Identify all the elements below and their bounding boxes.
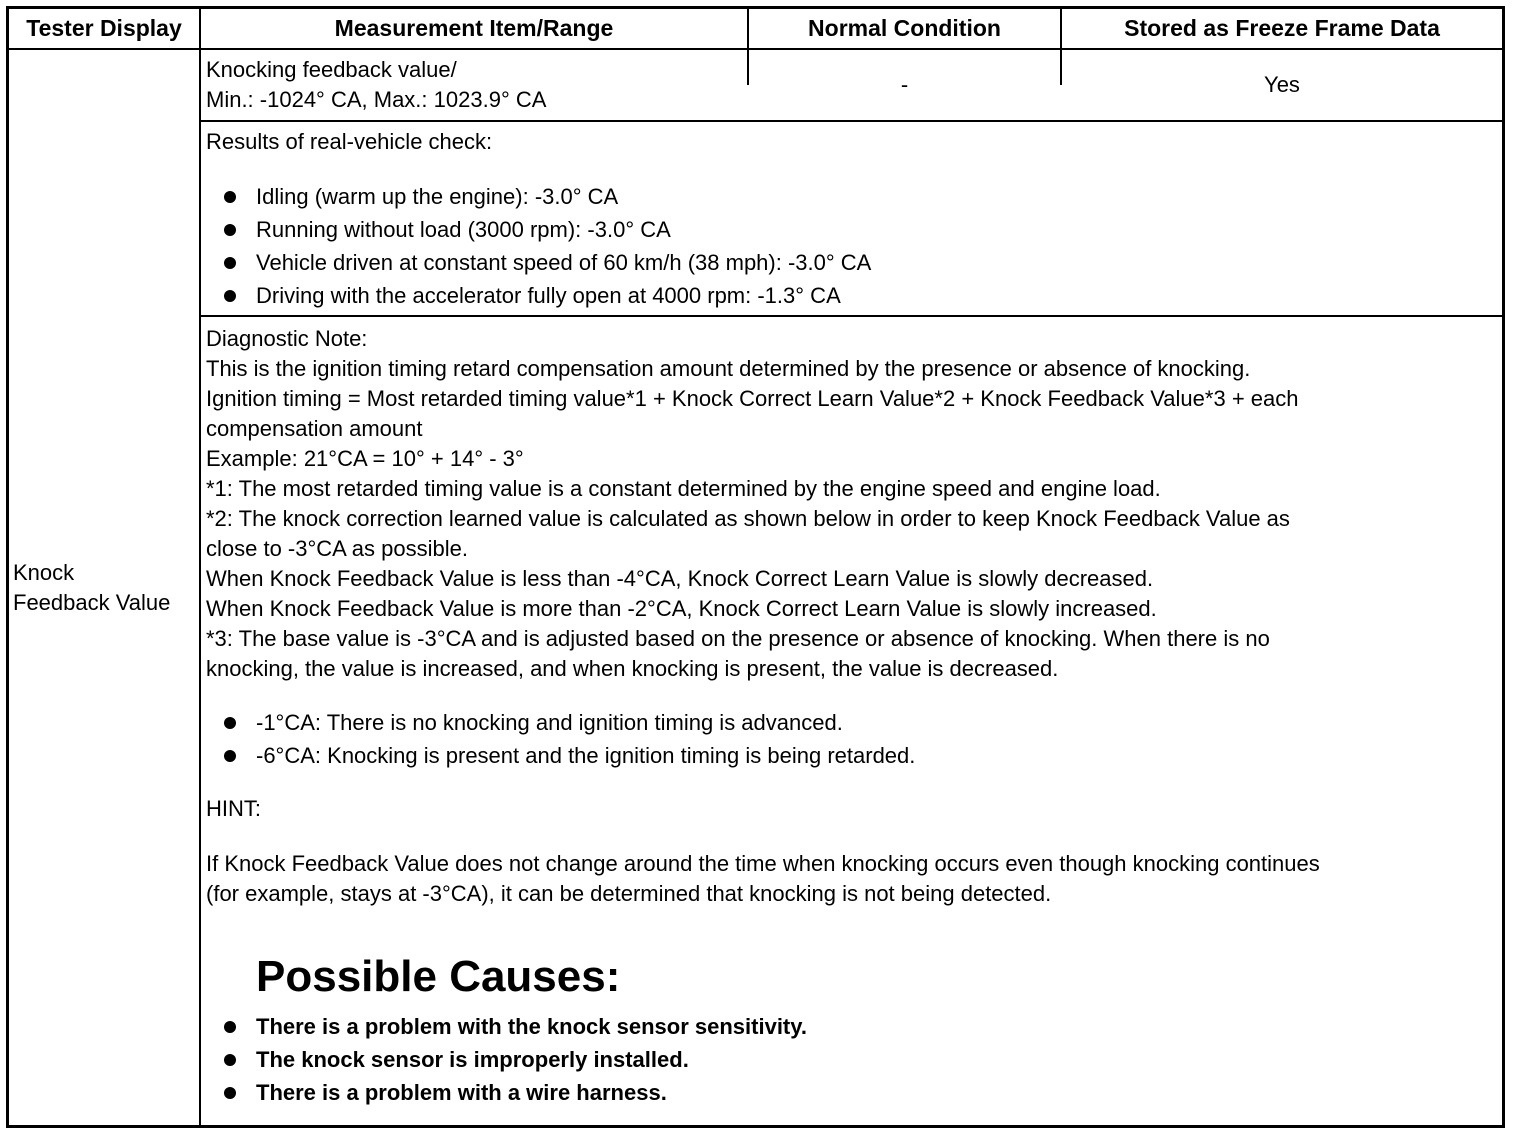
measurement-line1: Knocking feedback value/ bbox=[206, 57, 457, 82]
possible-causes-list bbox=[206, 1010, 1498, 1109]
parameter-table bbox=[6, 6, 1505, 1128]
hint-line1: If Knock Feedback Value does not change around the time when knocking occurs even though knocking continues bbox=[206, 851, 1320, 876]
list-item: Driving with the accelerator fully open at 4000 rpm: -1.3° CA bbox=[206, 279, 1496, 312]
row-divider-1 bbox=[199, 120, 1502, 122]
diagnostic-line: *3: The base value is -3°CA and is adjusted based on the presence or absence of knocking. When there is no bbox=[206, 626, 1270, 651]
header-tester-display: Tester Display bbox=[26, 15, 182, 41]
diagnostic-line: Example: 21°CA = 10° + 14° - 3° bbox=[206, 446, 524, 471]
list-item: Running without load (3000 rpm): -3.0° CA bbox=[206, 213, 1496, 246]
list-item: Vehicle driven at constant speed of 60 km/h (38 mph): -3.0° CA bbox=[206, 246, 1496, 279]
diagnostic-line: Ignition timing = Most retarded timing value*1 + Knock Correct Learn Value*2 + Knock Feedback Value*3 + each bbox=[206, 386, 1299, 411]
header-normal-condition: Normal Condition bbox=[808, 15, 1001, 41]
diagnostic-line: When Knock Feedback Value is less than -4°CA, Knock Correct Learn Value is slowly decreased. bbox=[206, 566, 1154, 591]
measurement-line2: Min.: -1024° CA, Max.: 1023.9° CA bbox=[206, 87, 547, 112]
list-item: There is a problem with a wire harness. bbox=[206, 1076, 1498, 1109]
normal-condition-value: - bbox=[900, 72, 909, 97]
column-divider-1 bbox=[199, 9, 201, 1125]
diagnostic-line: Diagnostic Note: bbox=[206, 326, 368, 351]
tester-display-line1: Knock bbox=[13, 559, 75, 585]
real-vehicle-list bbox=[206, 180, 1496, 312]
real-vehicle-title: Results of real-vehicle check: bbox=[206, 129, 493, 154]
row-divider-2 bbox=[199, 315, 1502, 317]
diagnostic-section bbox=[206, 324, 1498, 1109]
list-item: Idling (warm up the engine): -3.0° CA bbox=[206, 180, 1496, 213]
diagnostic-line: *2: The knock correction learned value is calculated as shown below in order to keep Knock Feedback Value as bbox=[206, 506, 1290, 531]
list-item: The knock sensor is improperly installed. bbox=[206, 1043, 1498, 1076]
header-measurement-item: Measurement Item/Range bbox=[334, 15, 614, 41]
hint-line2: (for example, stays at -3°CA), it can be determined that knocking is not being detected. bbox=[206, 881, 1052, 906]
diagnostic-line: This is the ignition timing retard compensation amount determined by the presence or absence of knocking. bbox=[206, 356, 1251, 381]
header-freeze-frame: Stored as Freeze Frame Data bbox=[1124, 15, 1440, 41]
possible-causes-title: Possible Causes: bbox=[256, 952, 621, 1001]
diagnostic-line: compensation amount bbox=[206, 416, 423, 441]
list-item: -1°CA: There is no knocking and ignition timing is advanced. bbox=[206, 706, 1498, 739]
hint-text bbox=[206, 849, 1498, 909]
diagnostic-line: *1: The most retarded timing value is a constant determined by the engine speed and engine load. bbox=[206, 476, 1161, 501]
hint-label: HINT: bbox=[206, 796, 261, 821]
list-item: -6°CA: Knocking is present and the ignition timing is being retarded. bbox=[206, 739, 1498, 772]
tester-display-cell bbox=[13, 50, 199, 1125]
freeze-frame-value: Yes bbox=[1264, 72, 1300, 97]
knock-value-list bbox=[206, 706, 1498, 772]
list-item: There is a problem with the knock sensor sensitivity. bbox=[206, 1010, 1498, 1043]
diagnostic-line: close to -3°CA as possible. bbox=[206, 536, 468, 561]
diagnostic-line: When Knock Feedback Value is more than -2°CA, Knock Correct Learn Value is slowly increased. bbox=[206, 596, 1157, 621]
measurement-cell bbox=[206, 55, 746, 115]
diagnostic-line: knocking, the value is increased, and when knocking is present, the value is decreased. bbox=[206, 656, 1059, 681]
real-vehicle-section bbox=[206, 127, 1496, 312]
tester-display-line2: Feedback Value bbox=[13, 589, 171, 615]
